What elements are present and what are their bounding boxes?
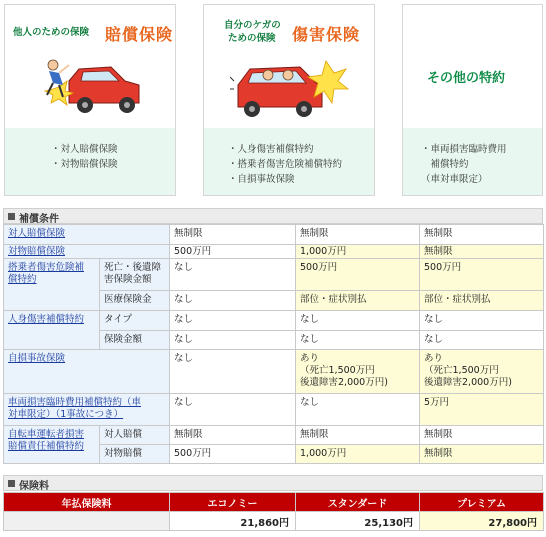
section-title: 保険料 [19,481,49,492]
card-item: ・対人賠償保険 [51,144,118,155]
card-liability-insurance [4,4,176,196]
square-bullet-icon [8,213,15,220]
section-title: 補償条件 [19,214,59,225]
table-row [4,311,544,331]
cell-premium: なし [420,331,544,350]
cell-standard: 部位・症状別払 [296,291,420,311]
coverage-table [3,224,544,464]
cell-economy: なし [170,311,296,331]
cell-standard: 無制限 [296,426,420,445]
card-subtitle-line1: 自分のケガの [224,20,281,31]
cell-premium: 500万円 [420,259,544,291]
cell-premium: 無制限 [420,426,544,445]
cell-standard: 1,000万円 [296,245,420,259]
square-bullet-icon [8,480,15,487]
cell-economy: なし [170,394,296,426]
cell-line: 後遺障害2,000万円) [424,377,512,388]
cell-economy: 無制限 [170,225,296,245]
sub-label: 医療保険金 [100,291,170,311]
premium-premium-value: 27,800円 [420,512,544,531]
sub-label: 対人賠償 [100,426,170,445]
card-item: 補償特約 [421,159,469,170]
label-line: 償特約 [8,274,37,285]
plan-standard-header: スタンダード [296,493,420,512]
cell-line: 後遺障害2,000万円) [300,377,388,388]
link-jinshin[interactable]: 人身傷害補償特約 [8,314,85,325]
card-body [403,128,542,195]
premium-header-label: 年払保険料 [4,493,170,512]
card-injury-insurance [203,4,375,196]
cell-premium: 無制限 [420,225,544,245]
cell-economy: 500万円 [170,445,296,464]
link-taibutsu[interactable]: 対物賠償保険 [8,246,66,257]
row-label [4,394,170,426]
table-row [4,259,544,291]
label-line: 対車限定）（1事故につき） [8,409,124,420]
table-row [4,394,544,426]
row-label [4,259,100,311]
row-label [4,245,170,259]
sub-label [100,259,170,291]
label-line: 死亡・後遺障 [104,262,162,273]
cell-line: （死亡1,500万円 [300,365,375,376]
cell-premium [420,350,544,394]
premium-economy-value: 21,860円 [170,512,296,531]
cell-standard: なし [296,394,420,426]
card-item: ・人身傷害補償特約 [228,144,314,155]
link-taijin[interactable]: 対人賠償保険 [8,228,66,239]
cell-economy: なし [170,259,296,291]
card-title: 賠償保険 [105,25,174,44]
card-item: ・車両損害臨時費用 [421,144,507,155]
cell-economy: 無制限 [170,426,296,445]
row-label [4,225,170,245]
sub-label: 対物賠償 [100,445,170,464]
card-item: ・対物賠償保険 [51,159,118,170]
car-accident-illustration-icon [39,51,149,123]
cell-economy: なし [170,331,296,350]
cell-premium: 無制限 [420,245,544,259]
table-row [4,245,544,259]
cell-line: （死亡1,500万円 [424,365,499,376]
link-jison[interactable]: 自損事故保険 [8,353,66,364]
row-label [4,350,170,394]
card-title: 傷害保険 [292,25,361,44]
card-item: ・搭乗者傷害危険補償特約 [228,159,343,170]
card-subtitle-line2: ための保険 [228,33,276,44]
link-tojosha[interactable] [8,262,84,285]
cell-premium: なし [420,311,544,331]
link-jitensha[interactable] [8,429,84,452]
card-body [5,128,175,195]
premium-blank-cell [4,512,170,531]
card-header [5,5,175,125]
premium-value-row [4,512,544,531]
card-item: （車対車限定） [421,174,488,185]
section-header-coverage [3,208,543,224]
injured-driver-illustration-icon [230,51,350,125]
plan-economy-header: エコノミー [170,493,296,512]
row-label [4,311,100,350]
premium-header-row [4,493,544,512]
table-row [4,225,544,245]
cell-standard: なし [296,311,420,331]
cell-premium: 5万円 [420,394,544,426]
cell-economy: なし [170,291,296,311]
row-label [4,426,100,464]
plan-premium-header: プレミアム [420,493,544,512]
card-subtitle: 他人のための保険 [13,27,90,38]
label-line: 害保険金額 [104,274,152,285]
cell-premium: 無制限 [420,445,544,464]
cell-standard: なし [296,331,420,350]
card-header [403,5,542,125]
card-item: ・自損事故保険 [228,174,295,185]
card-header [204,5,374,125]
premium-table [3,492,544,531]
card-other-riders [402,4,543,196]
label-line: 賠償責任補償特約 [8,441,85,452]
cell-premium: 部位・症状別払 [420,291,544,311]
cell-standard: 1,000万円 [296,445,420,464]
card-title: その他の特約 [427,71,506,86]
cell-economy: なし [170,350,296,394]
cell-standard: 無制限 [296,225,420,245]
cell-line: あり [300,353,320,364]
card-body [204,128,374,195]
cell-standard: 500万円 [296,259,420,291]
sub-label: タイプ [100,311,170,331]
label-line: 自転車運転者損害 [8,429,85,440]
label-line: 搭乗者傷害危険補 [8,262,85,273]
cell-line: あり [424,353,444,364]
sub-label: 保険金額 [100,331,170,350]
cell-economy: 500万円 [170,245,296,259]
table-row [4,426,544,445]
label-line: 車両損害臨時費用補償特約（車 [8,397,142,408]
cell-standard [296,350,420,394]
premium-standard-value: 25,130円 [296,512,420,531]
link-sharyo[interactable] [8,397,141,420]
table-row [4,350,544,394]
coverage-type-cards [0,0,546,200]
section-header-premium [3,475,543,491]
